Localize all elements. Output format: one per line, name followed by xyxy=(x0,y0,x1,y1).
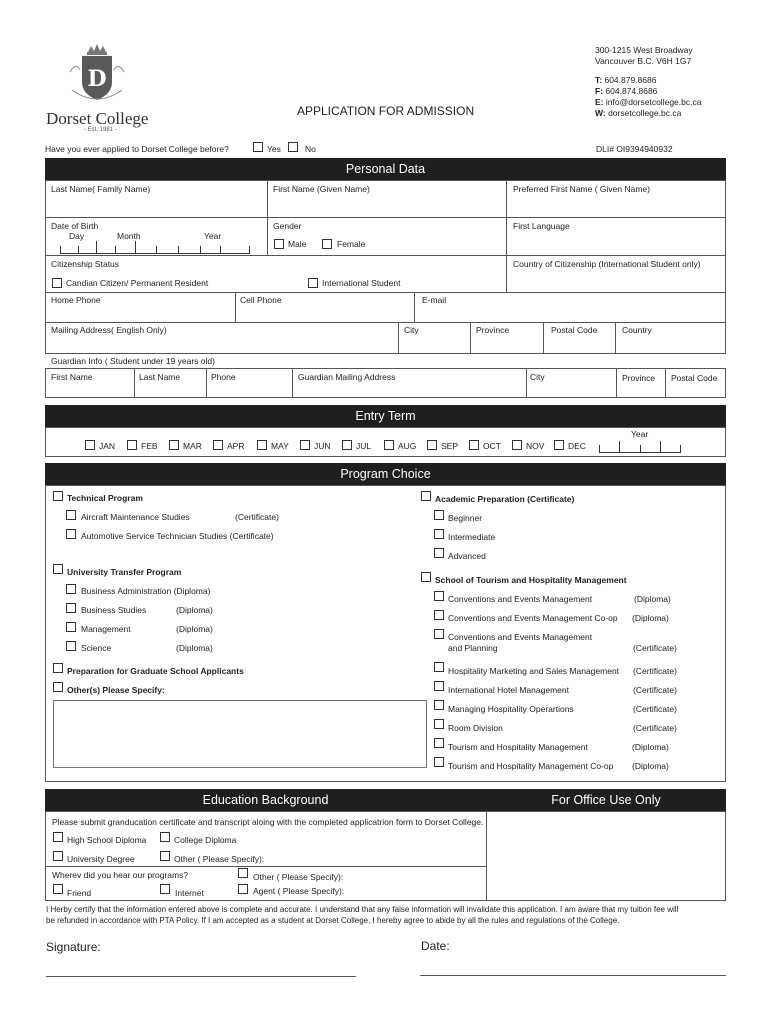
international-student-label: International Student xyxy=(322,278,401,288)
hear-internet-label: Internet xyxy=(175,888,204,898)
web-label: W: xyxy=(595,108,606,118)
email-address: info@dorsetcollege.bc.ca xyxy=(605,97,702,107)
address-line2: Vancouver B.C. V6H 1G7 xyxy=(595,56,692,66)
tourism-mgmt-diploma: (Diploma) xyxy=(632,742,669,752)
dob-year-label: Year xyxy=(204,231,222,241)
month-label-jun: JUN xyxy=(314,441,331,451)
first-language-label: First Language xyxy=(513,221,570,231)
gender-female-checkbox[interactable] xyxy=(322,239,332,249)
applied-before-question: Have you ever applied to Dorset College before? xyxy=(45,144,229,154)
managing-hosp-checkbox[interactable] xyxy=(434,700,444,710)
hosp-marketing-cert: (Certificate) xyxy=(633,666,677,676)
city-field[interactable] xyxy=(401,336,467,352)
beginner-label: Beginner xyxy=(448,513,483,523)
cell-phone-field[interactable] xyxy=(238,305,411,320)
month-checkbox-apr[interactable] xyxy=(213,440,223,450)
guardian-postal-field[interactable] xyxy=(668,384,723,396)
conventions-planning-label1: Conventions and Events Management xyxy=(448,632,593,642)
dob-input-line[interactable] xyxy=(60,253,250,254)
guardian-phone-label: Phone xyxy=(211,372,236,382)
guardian-province-field[interactable] xyxy=(619,384,662,396)
other-education-checkbox[interactable] xyxy=(160,851,170,861)
month-checkbox-mar[interactable] xyxy=(169,440,179,450)
gender-female-label: Female xyxy=(337,239,366,249)
email-label: E-mail xyxy=(422,295,447,305)
tourism-coop-label: Tourism and Hospitality Management Co-op xyxy=(448,761,614,771)
beginner-checkbox[interactable] xyxy=(434,510,444,520)
applied-no-checkbox[interactable] xyxy=(288,142,298,152)
month-label-dec: DEC xyxy=(568,441,586,451)
month-checkbox-may[interactable] xyxy=(257,440,267,450)
month-label-jul: JUL xyxy=(356,441,372,451)
email-field[interactable] xyxy=(417,305,723,320)
month-label-feb: FEB xyxy=(141,441,158,451)
college-diploma-checkbox[interactable] xyxy=(160,832,170,842)
intermediate-checkbox[interactable] xyxy=(434,529,444,539)
country-citizenship-label: Country of Citizenship (International Student only) xyxy=(513,259,701,269)
business-studies-diploma: (Diploma) xyxy=(176,605,213,615)
month-label-aug: AUG xyxy=(398,441,417,451)
preferred-name-field[interactable] xyxy=(509,195,723,215)
first-name-label: First Name (Given Name) xyxy=(273,184,370,194)
country-citizenship-field[interactable] xyxy=(509,270,723,290)
month-label-oct: OCT xyxy=(483,441,501,451)
business-studies-label: Business Studies xyxy=(81,605,147,615)
month-label-may: MAY xyxy=(271,441,289,451)
preferred-name-label: Preferred First Name ( Given Name) xyxy=(513,184,650,194)
dob-label: Date of Birth xyxy=(51,221,99,231)
guardian-province-label: Province xyxy=(622,373,656,383)
canadian-citizen-label: Candian Citizen/ Permanent Resident xyxy=(66,278,209,288)
conventions-coop-label: Conventions and Events Management Co-op xyxy=(448,613,618,623)
month-checkbox-sep[interactable] xyxy=(427,440,437,450)
graduate-prep-label: Preparation for Graduate School Applicants xyxy=(67,666,244,676)
education-instruction: Please submit granducation certificate and transcript aloing with the completed applicatrion form to Dorset College. xyxy=(52,817,484,827)
guardian-phone-field[interactable] xyxy=(209,383,289,396)
business-studies-checkbox[interactable] xyxy=(66,603,76,613)
certify-line2: be refunded in accordance with PTA Policy. If I am accepted as a student at Dorset College, I hereby agree to abide by all the rules and regulations of the College. xyxy=(46,916,620,925)
guardian-last-name-field[interactable] xyxy=(137,383,203,396)
other-program-checkbox[interactable] xyxy=(53,682,63,692)
guardian-first-name-label: First Name xyxy=(51,372,93,382)
hear-friend-checkbox[interactable] xyxy=(53,884,63,894)
month-label-mar: MAR xyxy=(183,441,202,451)
tourism-coop-diploma: (Diploma) xyxy=(632,761,669,771)
province-label: Province xyxy=(476,325,510,335)
tel-number: 604.879.8686 xyxy=(604,75,657,85)
signature-label: Signature: xyxy=(46,940,101,954)
management-checkbox[interactable] xyxy=(66,622,76,632)
science-label: Science xyxy=(81,643,112,653)
room-division-label: Room Division xyxy=(448,723,503,733)
conventions-label: Conventions and Events Management xyxy=(448,594,593,604)
intermediate-label: Intermediate xyxy=(448,532,496,542)
cell-phone-label: Cell Phone xyxy=(240,295,282,305)
technical-program-label: Technical Program xyxy=(67,493,143,503)
applied-yes-label: Yes xyxy=(267,144,281,154)
tourism-mgmt-checkbox[interactable] xyxy=(434,738,444,748)
high-school-checkbox[interactable] xyxy=(53,832,63,842)
guardian-info-label: Guardian Info ( Student under 19 years old) xyxy=(51,356,215,366)
month-checkbox-feb[interactable] xyxy=(127,440,137,450)
education-header: Education Background xyxy=(202,793,329,807)
month-checkbox-nov[interactable] xyxy=(512,440,522,450)
conventions-planning-checkbox[interactable] xyxy=(434,629,444,639)
date-line[interactable] xyxy=(420,975,726,976)
room-division-cert: (Certificate) xyxy=(633,723,677,733)
mailing-address-label: Mailing Address( English Only) xyxy=(51,325,167,335)
signature-line[interactable] xyxy=(46,976,356,977)
country-field[interactable] xyxy=(618,336,723,352)
citizenship-label: Citizenship Status xyxy=(51,259,120,269)
personal-data-header: Personal Data xyxy=(45,158,726,180)
tourism-school-checkbox[interactable] xyxy=(421,572,431,582)
hear-agent-label: Agent ( Please Specify): xyxy=(253,886,345,896)
city-label: City xyxy=(404,325,419,335)
university-degree-checkbox[interactable] xyxy=(53,851,63,861)
province-field[interactable] xyxy=(473,336,540,352)
guardian-city-field[interactable] xyxy=(529,383,613,396)
mailing-address-field[interactable] xyxy=(48,336,395,352)
conventions-checkbox[interactable] xyxy=(434,591,444,601)
hosp-marketing-label: Hospitality Marketing and Sales Management xyxy=(448,666,620,676)
dob-tick-group xyxy=(60,241,250,253)
intl-hotel-cert: (Certificate) xyxy=(633,685,677,695)
certify-line1: I Herby certify that the information entered above is complete and accurate. I understand that any false information will invalidate this application. I am aware that my tuition fee will xyxy=(46,905,679,914)
entry-term-header: Entry Term xyxy=(45,405,726,427)
month-checkbox-oct[interactable] xyxy=(469,440,479,450)
aircraft-checkbox[interactable] xyxy=(66,510,76,520)
automotive-label: Automotive Service Technician Studies (Certificate) xyxy=(81,531,274,541)
gender-male-checkbox[interactable] xyxy=(274,239,284,249)
hear-friend-label: Friend xyxy=(67,888,92,898)
address-line1: 300-1215 West Broadway xyxy=(595,45,693,55)
management-label: Management xyxy=(81,624,131,634)
first-language-field[interactable] xyxy=(509,232,723,252)
hosp-marketing-checkbox[interactable] xyxy=(434,662,444,672)
university-degree-label: University Degree xyxy=(67,854,135,864)
conventions-planning-cert: (Certificate) xyxy=(633,643,677,653)
high-school-label: High School Diploma xyxy=(67,835,147,845)
office-use-area xyxy=(489,814,723,898)
academic-prep-checkbox[interactable] xyxy=(421,491,431,501)
home-phone-label: Home Phone xyxy=(51,295,101,305)
hear-question: Wherev did you hear our programs? xyxy=(52,870,189,880)
international-student-checkbox[interactable] xyxy=(308,278,318,288)
room-division-checkbox[interactable] xyxy=(434,719,444,729)
tourism-mgmt-label: Tourism and Hospitality Management xyxy=(448,742,588,752)
advanced-label: Advanced xyxy=(448,551,486,561)
entry-year-input-line[interactable] xyxy=(599,452,681,453)
dob-day-label: Day xyxy=(69,231,85,241)
automotive-checkbox[interactable] xyxy=(66,529,76,539)
aircraft-label: Aircraft Maintenance Studies xyxy=(81,512,190,522)
other-education-label: Other ( Please Specify): xyxy=(174,854,265,864)
svg-text:D: D xyxy=(87,66,107,92)
management-diploma: (Diploma) xyxy=(176,624,213,634)
home-phone-field[interactable] xyxy=(48,305,232,320)
fax-label: F: xyxy=(595,86,604,96)
business-admin-label: Business Administration (Diploma) xyxy=(81,586,211,596)
tourism-coop-checkbox[interactable] xyxy=(434,757,444,767)
university-transfer-label: University Transfer Program xyxy=(67,567,182,577)
science-diploma: (Diploma) xyxy=(176,643,213,653)
fax-number: 604.874.8686 xyxy=(605,86,658,96)
technical-program-checkbox[interactable] xyxy=(53,491,63,501)
academic-prep-label: Academic Preparation (Certificate) xyxy=(435,494,575,504)
last-name-field[interactable] xyxy=(48,195,264,215)
intl-hotel-label: International Hotel Management xyxy=(448,685,569,695)
month-label-jan: JAN xyxy=(99,441,116,451)
tourism-school-label: School of Tourism and Hospitality Management xyxy=(435,575,627,585)
month-checkbox-jul[interactable] xyxy=(342,440,352,450)
month-label-sep: SEP xyxy=(441,441,459,451)
hear-internet-checkbox[interactable] xyxy=(160,884,170,894)
university-transfer-checkbox[interactable] xyxy=(53,564,63,574)
form-title: APPLICATION FOR ADMISSION xyxy=(297,104,475,118)
science-checkbox[interactable] xyxy=(66,641,76,651)
aircraft-cert-label: (Certificate) xyxy=(235,512,279,522)
postal-code-field[interactable] xyxy=(546,336,612,352)
college-diploma-label: College Diploma xyxy=(174,835,237,845)
first-name-field[interactable] xyxy=(270,195,503,215)
gender-male-label: Male xyxy=(288,239,307,249)
advanced-checkbox[interactable] xyxy=(434,548,444,558)
month-checkbox-aug[interactable] xyxy=(384,440,394,450)
website: dorsetcollege.bc.ca xyxy=(608,108,682,118)
guardian-postal-label: Postal Code xyxy=(671,373,718,383)
guardian-last-name-label: Last Name xyxy=(139,372,181,382)
applied-yes-checkbox[interactable] xyxy=(253,142,263,152)
college-crest-logo xyxy=(66,42,128,108)
conventions-coop-checkbox[interactable] xyxy=(434,610,444,620)
est-year: - Est. 1981 - xyxy=(84,127,117,133)
other-program-textarea[interactable] xyxy=(53,700,427,768)
month-checkbox-jan[interactable] xyxy=(85,440,95,450)
hear-agent-checkbox[interactable] xyxy=(238,884,248,894)
conventions-coop-diploma: (Diploma) xyxy=(632,613,669,623)
guardian-mailing-label: Guardian Mailing Address xyxy=(298,372,396,382)
last-name-label: Last Name( Family Name) xyxy=(51,184,151,194)
applied-no-label: No xyxy=(305,144,316,154)
managing-hosp-label: Managing Hospitality Operartions xyxy=(448,704,574,714)
conventions-planning-label2: and Planning xyxy=(448,643,498,653)
gender-label: Gender xyxy=(273,221,302,231)
email-label: E: xyxy=(595,97,604,107)
college-name: Dorset College xyxy=(46,109,149,128)
guardian-city-label: City xyxy=(530,372,545,382)
business-admin-checkbox[interactable] xyxy=(66,584,76,594)
postal-code-label: Postal Code xyxy=(551,325,598,335)
entry-year-label: Year xyxy=(631,429,649,439)
date-label: Date: xyxy=(421,939,450,953)
office-use-header: For Office Use Only xyxy=(551,793,661,807)
country-label: Country xyxy=(622,325,652,335)
intl-hotel-checkbox[interactable] xyxy=(434,681,444,691)
month-label-nov: NOV xyxy=(526,441,545,451)
month-checkbox-dec[interactable] xyxy=(554,440,564,450)
program-choice-header: Program Choice xyxy=(45,463,726,485)
dli-number: DLI# OI9394940932 xyxy=(596,144,673,154)
month-label-apr: APR xyxy=(227,441,245,451)
graduate-prep-checkbox[interactable] xyxy=(53,663,63,673)
hear-other-checkbox[interactable] xyxy=(238,868,248,878)
canadian-citizen-checkbox[interactable] xyxy=(52,278,62,288)
conventions-diploma: (Diploma) xyxy=(634,594,671,604)
guardian-mailing-field[interactable] xyxy=(295,383,523,396)
month-checkbox-jun[interactable] xyxy=(300,440,310,450)
managing-hosp-cert: (Certificate) xyxy=(633,704,677,714)
tel-label: T: xyxy=(595,75,603,85)
hear-other-label: Other ( Please Specify): xyxy=(253,872,344,882)
dob-month-label: Month xyxy=(117,231,141,241)
guardian-first-name-field[interactable] xyxy=(48,383,131,396)
other-program-label: Other(s) Please Specify: xyxy=(67,685,165,695)
